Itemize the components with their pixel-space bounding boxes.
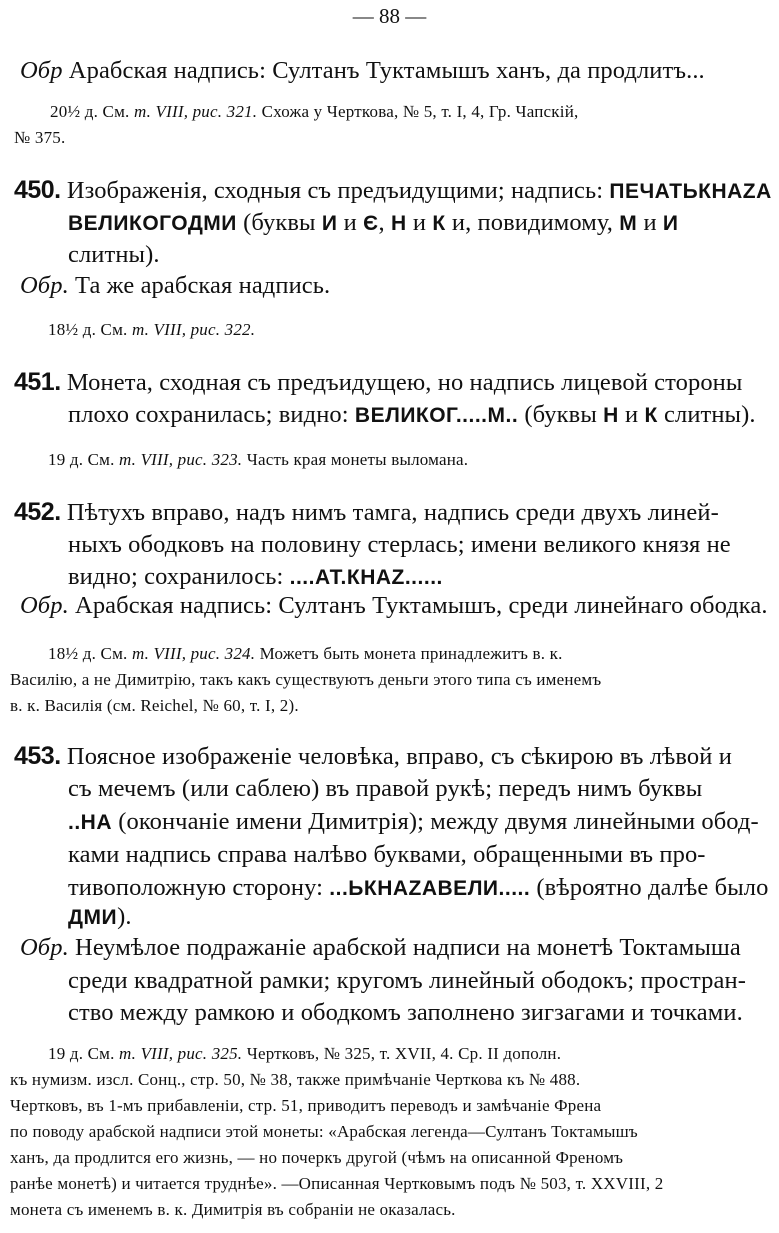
text-run: ханъ, да продлится его жизнь, — но почеркъ другой (чѣмъ на описанной Френомъ bbox=[10, 1148, 624, 1167]
text-run: къ нумизм. изсл. Сонц., стр. 50, № 38, также примѣчанiе Черткова къ № 488. bbox=[10, 1070, 581, 1089]
text-run: Пѣтухъ вправо, надъ нимъ тамга, надпись среди двухъ линей- bbox=[60, 499, 719, 526]
text-run: слитны). bbox=[68, 241, 160, 268]
text-line bbox=[14, 742, 732, 771]
italic-text: Обр bbox=[20, 57, 63, 84]
text-line bbox=[68, 241, 160, 269]
text-run: (вѣроятно далѣе было bbox=[530, 874, 769, 901]
text-run: по поводу арабской надписи этой монеты: «Арабская легенда—Султанъ Токтамышъ bbox=[10, 1122, 638, 1141]
text-run: среди квадратной рамки; кругомъ линейный ободокъ; простран- bbox=[68, 967, 746, 994]
footnote-line bbox=[50, 102, 578, 122]
text-run: Чертковъ, въ 1-мъ прибавленiи, стр. 51, приводитъ переводъ и замѣчанiе Френа bbox=[10, 1096, 602, 1115]
entry-number: 450. bbox=[14, 176, 61, 204]
text-run: в. к. Василiя (см. Reichel, № 60, т. I, 2). bbox=[10, 696, 299, 715]
old-slavonic-inscription: И bbox=[321, 212, 338, 235]
italic-text: т. VIII, рис. 323. bbox=[119, 450, 243, 469]
text-run: ками надпись справа налѣво буквами, обращенными въ про- bbox=[68, 841, 706, 868]
text-run: ныхъ ободковъ на половину стерлась; имени великого князя не bbox=[68, 531, 731, 558]
text-run: монета съ именемъ в. к. Димитрiя въ собранiи не оказалась. bbox=[10, 1200, 456, 1219]
italic-text: Обр. bbox=[20, 272, 69, 299]
old-slavonic-inscription: Є bbox=[363, 212, 379, 235]
text-run: плохо сохранилась; видно: bbox=[68, 401, 355, 428]
text-line bbox=[68, 999, 743, 1027]
page-number: — 88 — bbox=[352, 4, 427, 28]
italic-text: Обр. bbox=[20, 934, 69, 961]
text-run: Схожа у Черткова, № 5, т. I, 4, Гр. Чапскiй, bbox=[257, 102, 579, 121]
text-line bbox=[68, 808, 759, 836]
text-line bbox=[68, 563, 443, 591]
italic-text: т. VIII, рис. 325. bbox=[119, 1044, 243, 1063]
text-run: и bbox=[618, 401, 645, 428]
text-line bbox=[20, 272, 330, 300]
old-slavonic-inscription: К bbox=[644, 404, 658, 427]
old-slavonic-inscription: ..НА bbox=[68, 811, 112, 834]
text-line bbox=[68, 967, 746, 995]
old-slavonic-inscription: М bbox=[619, 212, 638, 235]
text-run: ранѣе монетѣ) и читается труднѣе». —Описанная Чертковымъ подъ № 503, т. XXVIII, 2 bbox=[10, 1174, 664, 1193]
italic-text: т. VIII, рис. 324. bbox=[131, 644, 256, 663]
old-slavonic-inscription: Н bbox=[603, 404, 619, 427]
text-run: ство между рамкою и ободкомъ заполнено зигзагами и точками. bbox=[68, 999, 743, 1026]
text-line bbox=[68, 874, 768, 902]
text-run: , bbox=[378, 209, 391, 236]
footnote-line bbox=[48, 450, 468, 470]
footnote-line bbox=[10, 1122, 638, 1142]
old-slavonic-inscription: ВЕЛИКОГОДМИ bbox=[68, 212, 237, 235]
old-slavonic-inscription: ДМИ bbox=[68, 906, 118, 929]
text-line bbox=[68, 775, 702, 803]
text-line bbox=[20, 57, 705, 85]
italic-text: Обр. bbox=[20, 592, 69, 619]
text-run: Часть края монеты выломана. bbox=[242, 450, 469, 469]
text-run: Монета, сходная съ предъидущею, но надпись лицевой стороны bbox=[60, 369, 743, 396]
text-run: 18½ д. См. bbox=[48, 320, 132, 339]
text-line bbox=[68, 841, 706, 869]
text-run: 19 д. См. bbox=[48, 1044, 119, 1063]
old-slavonic-inscription: ...ЬКНАZАВЕЛИ..... bbox=[329, 877, 531, 900]
text-run: Чертковъ, № 325, т. XVII, 4. Ср. II дополн. bbox=[242, 1044, 562, 1063]
text-line bbox=[14, 498, 719, 527]
text-run: Василiю, а не Димитрiю, такъ какъ существуютъ деньги этого типа съ именемъ bbox=[10, 670, 602, 689]
footnote-line bbox=[48, 644, 563, 664]
italic-text: т. VIII, рис. 322. bbox=[131, 320, 256, 339]
text-run: (буквы bbox=[236, 209, 322, 236]
footnote-line bbox=[10, 1096, 601, 1116]
old-slavonic-inscription: ....АТ.КНАZ...... bbox=[289, 566, 443, 589]
text-run: Арабская надпись: Султанъ Туктамышъ ханъ, да продлитъ... bbox=[62, 57, 705, 84]
footnote-line bbox=[48, 320, 255, 340]
text-run: Поясное изображенiе человѣка, вправо, съ сѣкирою въ лѣвой и bbox=[60, 743, 732, 770]
text-run: тивоположную сторону: bbox=[68, 874, 330, 901]
text-line bbox=[68, 903, 132, 931]
footnote-line bbox=[10, 1200, 456, 1220]
text-line bbox=[14, 368, 742, 397]
text-run: и, повидимому, bbox=[445, 209, 620, 236]
entry-number: 451. bbox=[14, 368, 61, 396]
text-run: и bbox=[406, 209, 433, 236]
footnote-line bbox=[10, 1174, 663, 1194]
old-slavonic-inscription: К bbox=[432, 212, 446, 235]
old-slavonic-inscription: ПЕЧАТЬКНАZА bbox=[609, 180, 772, 203]
old-slavonic-inscription: Н bbox=[391, 212, 407, 235]
text-run: Можетъ быть монета принадлежитъ в. к. bbox=[255, 644, 563, 663]
text-run: слитны). bbox=[657, 401, 756, 428]
text-line bbox=[20, 934, 741, 962]
text-run: Арабская надпись: Султанъ Туктамышъ, среди линейнаго ободка. bbox=[68, 592, 768, 619]
italic-text: т. VIII, рис. 321. bbox=[133, 102, 258, 121]
entry-number: 453. bbox=[14, 742, 61, 770]
text-run: 18½ д. См. bbox=[48, 644, 132, 663]
footnote-line bbox=[48, 1044, 561, 1064]
footnote-line bbox=[14, 128, 65, 148]
footnote-line bbox=[10, 696, 299, 716]
text-run: (буквы bbox=[518, 401, 604, 428]
text-run: и bbox=[337, 209, 364, 236]
text-line bbox=[68, 209, 678, 237]
text-run: Та же арабская надпись. bbox=[68, 272, 331, 299]
text-run: съ мечемъ (или саблею) въ правой рукѣ; передъ нимъ буквы bbox=[68, 775, 703, 802]
text-run: (окончанiе имени Димитрiя); между двумя линейными обод- bbox=[112, 808, 759, 835]
text-run: 19 д. См. bbox=[48, 450, 119, 469]
footnote-line bbox=[10, 670, 601, 690]
old-slavonic-inscription: И bbox=[662, 212, 679, 235]
text-run: № 375. bbox=[14, 128, 66, 147]
old-slavonic-inscription: ВЕЛИКОГ.....М.. bbox=[354, 404, 519, 427]
text-line bbox=[68, 531, 731, 559]
text-line bbox=[14, 176, 772, 205]
text-line bbox=[20, 592, 768, 620]
text-run: ). bbox=[117, 903, 132, 930]
text-run: и bbox=[637, 209, 663, 236]
text-line bbox=[68, 401, 756, 429]
entry-number: 452. bbox=[14, 498, 61, 526]
footnote-line bbox=[10, 1070, 580, 1090]
text-run: Неумѣлое подражанiе арабской надписи на монетѣ Токтамыша bbox=[68, 934, 741, 961]
text-run: Изображенiя, сходныя съ предъидущими; надпись: bbox=[60, 177, 610, 204]
footnote-line bbox=[10, 1148, 623, 1168]
text-run: 20½ д. См. bbox=[50, 102, 134, 121]
text-run: видно; сохранилось: bbox=[68, 563, 290, 590]
